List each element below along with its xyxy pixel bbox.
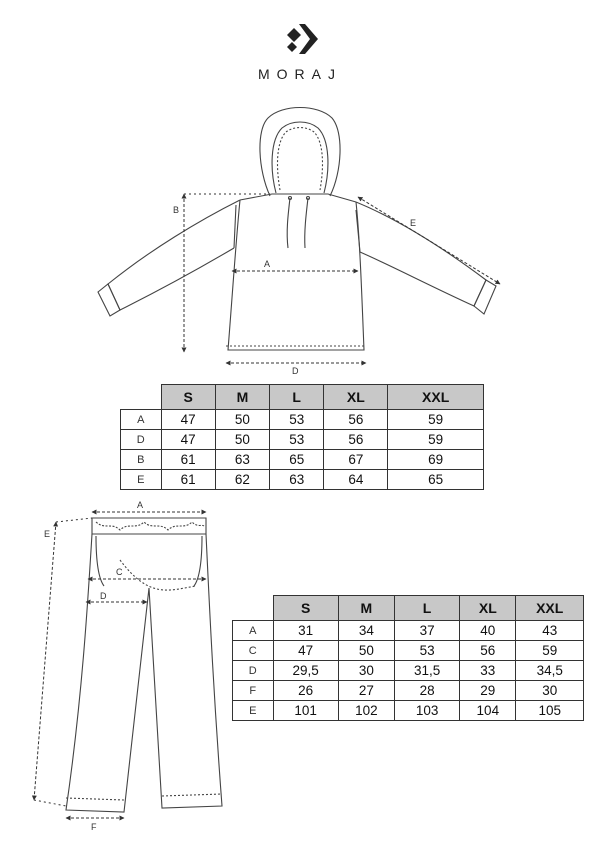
table-cell: 47	[161, 430, 215, 450]
table-cell: 64	[324, 470, 388, 490]
header-cell: L	[394, 596, 459, 621]
table-cell: 53	[394, 641, 459, 661]
pants-label-a: A	[137, 500, 144, 510]
row-label: C	[233, 641, 274, 661]
header-cell: M	[215, 385, 269, 410]
header-cell: M	[338, 596, 394, 621]
row-label: D	[121, 430, 162, 450]
pants-label-c: C	[116, 567, 123, 577]
row-label: F	[233, 681, 274, 701]
table-cell: 29	[460, 681, 516, 701]
table-cell: 34,5	[516, 661, 584, 681]
table-cell: 33	[460, 661, 516, 681]
table-header-row	[233, 596, 584, 621]
table-row	[121, 410, 484, 430]
table-row	[121, 450, 484, 470]
table-cell: 26	[273, 681, 338, 701]
table-cell: 50	[215, 430, 269, 450]
row-label: A	[233, 621, 274, 641]
table-cell: 59	[516, 641, 584, 661]
table-cell: 40	[460, 621, 516, 641]
table-cell: 59	[388, 430, 484, 450]
row-label: A	[121, 410, 162, 430]
pants-size-table	[232, 595, 584, 721]
table-cell: 53	[270, 410, 324, 430]
header-cell: XL	[460, 596, 516, 621]
table-cell: 65	[270, 450, 324, 470]
table-cell: 50	[338, 641, 394, 661]
table-cell: 34	[338, 621, 394, 641]
hoodie-label-e: E	[410, 218, 417, 228]
table-cell: 103	[394, 701, 459, 721]
pants-label-d: D	[100, 591, 107, 601]
table-cell: 29,5	[273, 661, 338, 681]
table-cell: 59	[388, 410, 484, 430]
header-cell: L	[270, 385, 324, 410]
brand-logo-icon	[281, 22, 319, 56]
table-row	[233, 681, 584, 701]
table-row	[121, 430, 484, 450]
table-cell: 30	[516, 681, 584, 701]
table-cell: 105	[516, 701, 584, 721]
header-cell: S	[273, 596, 338, 621]
table-header-row	[121, 385, 484, 410]
table-cell: 63	[215, 450, 269, 470]
brand-name: MORAJ	[258, 66, 342, 82]
table-cell: 65	[388, 470, 484, 490]
hoodie-label-a: A	[264, 259, 271, 269]
pants-diagram	[0, 500, 260, 840]
table-cell: 56	[324, 410, 388, 430]
table-cell: 27	[338, 681, 394, 701]
hoodie-outline	[98, 108, 496, 351]
table-cell: 43	[516, 621, 584, 641]
pants-label-f: F	[91, 822, 97, 832]
table-cell: 63	[270, 470, 324, 490]
table-row	[233, 621, 584, 641]
hoodie-size-table	[120, 384, 484, 490]
hoodie-label-d: D	[292, 366, 299, 376]
pants-outline	[66, 518, 222, 812]
header-cell: XXL	[388, 385, 484, 410]
row-label: B	[121, 450, 162, 470]
row-label: D	[233, 661, 274, 681]
hoodie-label-b: B	[173, 205, 180, 215]
table-cell: 61	[161, 470, 215, 490]
table-cell: 56	[324, 430, 388, 450]
table-cell: 69	[388, 450, 484, 470]
table-row	[121, 470, 484, 490]
header-cell: XXL	[516, 596, 584, 621]
table-row	[233, 661, 584, 681]
table-cell: 62	[215, 470, 269, 490]
table-cell: 102	[338, 701, 394, 721]
hoodie-diagram	[0, 100, 600, 380]
row-label: E	[233, 701, 274, 721]
table-cell: 101	[273, 701, 338, 721]
table-cell: 31,5	[394, 661, 459, 681]
row-label: E	[121, 470, 162, 490]
table-cell: 67	[324, 450, 388, 470]
header-cell: XL	[324, 385, 388, 410]
table-cell: 28	[394, 681, 459, 701]
table-cell: 50	[215, 410, 269, 430]
table-cell: 56	[460, 641, 516, 661]
table-cell: 37	[394, 621, 459, 641]
table-cell: 47	[273, 641, 338, 661]
table-cell: 31	[273, 621, 338, 641]
table-cell: 53	[270, 430, 324, 450]
header-cell: S	[161, 385, 215, 410]
table-cell: 47	[161, 410, 215, 430]
table-row	[233, 641, 584, 661]
table-cell: 30	[338, 661, 394, 681]
table-cell: 61	[161, 450, 215, 470]
pants-label-e: E	[44, 529, 51, 539]
table-row	[233, 701, 584, 721]
table-cell: 104	[460, 701, 516, 721]
